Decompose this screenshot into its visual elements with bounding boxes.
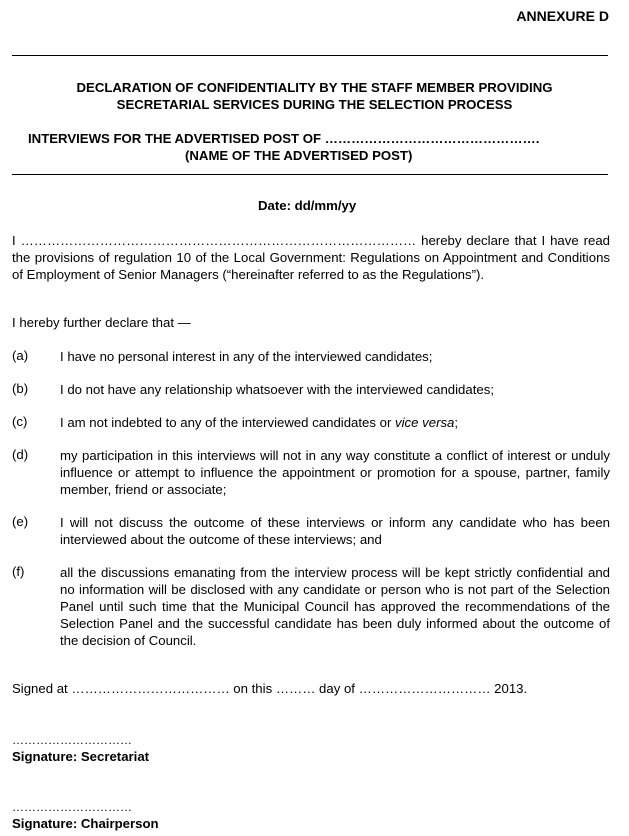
further-declare: I hereby further declare that —: [12, 315, 191, 330]
item-text-c-end: ;: [454, 415, 459, 430]
item-text-e: I will not discuss the outcome of these interviews or inform any candidate who has been interviewed about the outcome of these interviews; and: [60, 515, 610, 547]
signature-label-chairperson: Signature: Chairperson: [12, 816, 159, 831]
item-text-a: I have no personal interest in any of the interviewed candidates;: [60, 349, 433, 364]
top-rule: [12, 55, 608, 56]
advertised-post-line: INTERVIEWS FOR THE ADVERTISED POST OF ………………………………………….: [28, 131, 540, 146]
annexure-label: ANNEXURE D: [516, 8, 609, 24]
date-line: Date: dd/mm/yy: [258, 198, 357, 213]
item-label-e: (e): [12, 514, 29, 529]
item-text-b: I do not have any relationship whatsoever with the interviewed candidates;: [60, 382, 494, 397]
item-label-f: (f): [12, 564, 25, 579]
signature-label-secretariat: Signature: Secretariat: [12, 749, 150, 764]
item-text-f: all the discussions emanating from the interview process will be kept strictly confidential and no information will be disclosed with any candidate or person who is not part of the Selection Panel until such time that the Municipal Council has approved the recommendations of the Selection Panel and the successful candidate has been duly informed about the outcome of the decision of Council.: [60, 565, 610, 648]
item-text-c: [60, 414, 610, 431]
mid-rule: [12, 174, 608, 175]
signature-dots-secretariat: …………………………: [12, 733, 132, 747]
advertised-post-name: (NAME OF THE ADVERTISED POST): [185, 148, 413, 163]
item-text-c-italic: vice versa: [395, 415, 455, 430]
item-label-c: (c): [12, 414, 28, 429]
signed-at-line: Signed at ……………………………… on this ……… day of ………………………… 2013.: [12, 681, 528, 696]
signature-dots-chairperson: …………………………: [12, 800, 132, 814]
item-label-b: (b): [12, 381, 29, 396]
intro-paragraph: I ……………………………………………………………………………… hereby declare that I have read the provisions of regulation 10 of the Local Government: Regulations on Appointment and Conditions of Employment of Senior Managers (“hereinafter referred to as the Regulations”).: [12, 233, 610, 282]
item-label-a: (a): [12, 348, 29, 363]
declaration-title-line-2: SECRETARIAL SERVICES DURING THE SELECTION PROCESS: [116, 97, 513, 112]
declaration-title-line-1: DECLARATION OF CONFIDENTIALITY BY THE STAFF MEMBER PROVIDING: [76, 80, 553, 95]
item-text-c-main: I am not indebted to any of the interviewed candidates or: [60, 415, 396, 430]
item-text-d: my participation in this interviews will not in any way constitute a conflict of interest or unduly influence or attempt to influence the appointment or promotion for a spouse, partner, family member, friend or associate;: [60, 448, 610, 497]
item-label-d: (d): [12, 447, 29, 462]
